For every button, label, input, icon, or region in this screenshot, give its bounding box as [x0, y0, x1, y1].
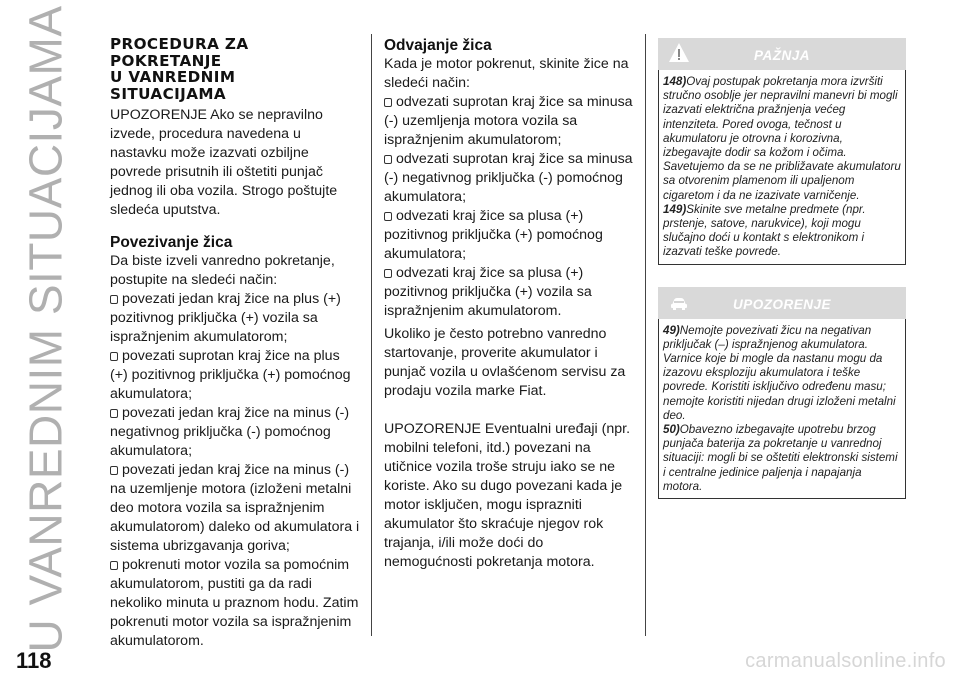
- list-item: povezati jedan kraj žice na minus (-) na uzemljenje motora (izloženi metalni deo motora vozila sa ispražnjenim akumulatorom) daleko od akumulatora i sistema ubrizgavanja goriva;: [110, 462, 360, 554]
- list-item: odvezati kraj žice sa plusa (+) pozitivnog priključka (+) pomoćnog akumulatora;: [384, 208, 603, 262]
- column-2: [384, 36, 634, 572]
- caution-box-body: [658, 319, 906, 499]
- bullet-icon: [384, 212, 392, 221]
- side-title: [14, 5, 78, 653]
- column-3: [658, 38, 906, 499]
- intro-paragraph: UPOZORENJE Ako se nepravilno izvede, procedura navedena u nastavku može izazvati ozbiljne povrede prisutnih ili oštetiti punjač jednog ili oba vozila. Strogo poštujte sledeća uputstva.: [110, 107, 338, 218]
- warning-box-header: [658, 38, 906, 70]
- list-item: pokrenuti motor vozila sa pomoćnim akumulatorom, pustiti ga da radi nekoliko minuta u praznom hodu. Zatim pokrenuti motor vozila sa ispražnjenim akumulatorom.: [110, 557, 359, 649]
- list-item: povezati suprotan kraj žice na plus (+) pozitivnog priključka (+) pomoćnog akumulatora;: [110, 348, 351, 402]
- sub-heading: Odvajanje žica: [384, 37, 492, 54]
- caution-box-header: [658, 287, 906, 319]
- warning-box: [658, 38, 906, 265]
- list-item: odvezati suprotan kraj žice sa minusa (-) uzemljenja motora vozila sa ispražnjenim akumulatorom;: [384, 94, 633, 148]
- paragraph: Ukoliko je često potrebno vanredno startovanje, proverite akumulator i punjač vozila u ovlašćenom servisu za prodaju vozila marke Fiat.: [384, 326, 626, 399]
- bullet-icon: [110, 409, 118, 418]
- heading-line: U VANREDNIM: [110, 68, 236, 86]
- heading-line: POKRETANJE: [110, 51, 222, 70]
- paragraph: UPOZORENJE Eventualni uređaji (npr. mobilni telefoni, itd.) povezani na utičnice vozila troše struju iako se ne koriste. Ako su dugo povezani kada je motor isključen, mogu isprazniti akumulator što skraćuje njegov rok trajanja, i/ili može doći do nemogućnosti pokretanja motora.: [384, 421, 631, 570]
- warning-box-body: [658, 70, 906, 265]
- bullet-icon: [110, 561, 118, 570]
- notice-entry: 148)Ovaj postupak pokretanja mora izvršiti stručno osoblje jer nepravilni manevri bi mogli izazvati električna pražnjenja većeg intenziteta. Pored ovoga, tečnost u akumulatoru je otrovna i korozivna, izbegavajte dodir sa kožom i očima. Savetujemo da se ne približavate akumulatoru sa otvorenim plamenom ili upaljenom cigaretom i da ne izazivate varničenje.: [663, 75, 901, 202]
- column-1: [110, 36, 360, 651]
- caution-box-title: UPOZORENJE: [732, 296, 832, 312]
- bullet-icon: [384, 98, 392, 107]
- section-heading: [110, 36, 360, 102]
- notice-entry: 49)Nemojte povezivati žicu na negativan priključak (–) ispražnjenog akumulatora. Varnice koje bi mogle da nastanu mogu da izazovu eksploziju akumulatora i teške povrede. Koristiti isključivo određenu masu; nemojte koristiti nijedan drugi izloženi metalni deo.: [663, 323, 896, 422]
- list-item: povezati jedan kraj žice na minus (-) negativnog priključka (-) pomoćnog akumulatora;: [110, 405, 350, 459]
- bullet-icon: [110, 352, 118, 361]
- heading-line: SITUACIJAMA: [110, 84, 227, 103]
- notice-entry: 50)Obavezno izbegavajte upotrebu brzog punjača baterija za pokretanje u vanrednoj situaciji: mogli bi se oštetiti elektronski sistemi i centralne jedinice paljenja i napajanja motora.: [663, 423, 898, 493]
- page-number: 118: [16, 648, 52, 673]
- list-item: povezati jedan kraj žice na plus (+) pozitivnog priključka (+) vozila sa ispražnjenim akumulatorom;: [110, 291, 341, 345]
- sub-heading: Povezivanje žica: [110, 234, 233, 251]
- list-item: odvezati suprotan kraj žice sa minusa (-) negativnog priključka (-) pomoćnog akumulatora;: [384, 151, 633, 205]
- sub-intro: Da biste izveli vanredno pokretanje, postupite na sledeći način:: [110, 253, 335, 288]
- bullet-icon: [384, 155, 392, 164]
- heading-line: PROCEDURA ZA: [110, 35, 249, 53]
- watermark: carmanualsonline.info: [745, 650, 946, 672]
- notice-entry: 149)Skinite sve metalne predmete (npr. prstenje, satove, narukvice), koji mogu slučajno doći u kontakt s elektronikom i izazvati teške povrede.: [663, 202, 866, 259]
- list-item: odvezati kraj žice sa plusa (+) pozitivnog priključka (+) vozila sa ispražnjenim akumulatorom.: [384, 265, 592, 319]
- bullet-icon: [384, 269, 392, 278]
- warning-box-title: PAŽNJA: [753, 48, 810, 63]
- caution-box: [658, 287, 906, 499]
- intro-paragraph: Kada je motor pokrenut, skinite žice na sledeći način:: [384, 56, 629, 91]
- column-divider-2: [645, 34, 646, 636]
- bullet-icon: [110, 295, 118, 304]
- side-title-text: U VANREDNIM SITUACIJAMA: [20, 5, 73, 653]
- bullet-icon: [110, 466, 118, 475]
- column-divider-1: [371, 34, 372, 636]
